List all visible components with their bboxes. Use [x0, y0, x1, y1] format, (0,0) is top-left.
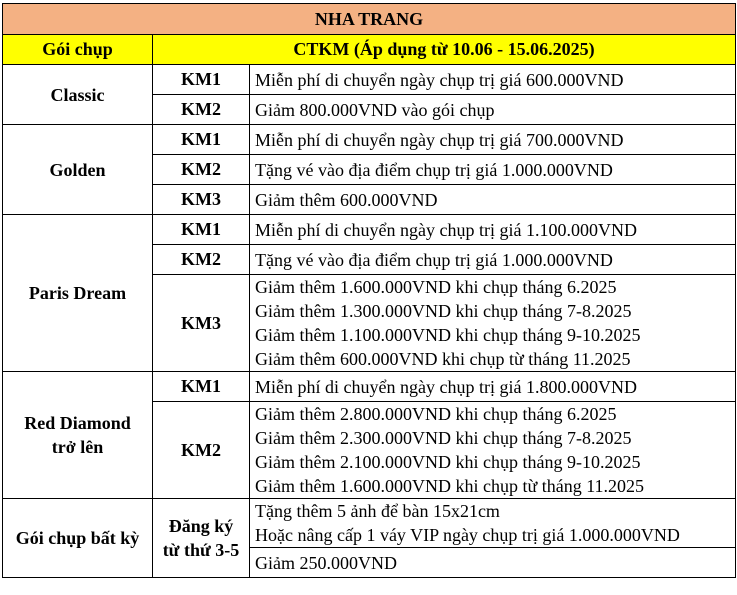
promo-code: KM1 [153, 372, 250, 402]
package-name-red-diamond: Red Diamond trở lên [3, 372, 153, 499]
promotion-table [2, 3, 736, 578]
promo-description: Giảm thêm 600.000VND [250, 185, 736, 215]
package-name-classic: Classic [3, 65, 153, 125]
promo-description: Giảm thêm 2.800.000VND khi chụp tháng 6.2025 Giảm thêm 2.300.000VND khi chụp tháng 7-8.2025 Giảm thêm 2.100.000VND khi chụp tháng 9-10.2025 Giảm thêm 1.600.000VND khi chụp từ tháng 11.2025 [250, 402, 736, 499]
package-name-golden: Golden [3, 125, 153, 215]
promo-condition: Đăng ký từ thứ 3-5 [153, 499, 250, 578]
promo-code: KM3 [153, 185, 250, 215]
promo-description: Miễn phí di chuyển ngày chụp trị giá 1.100.000VND [250, 215, 736, 245]
promo-description: Giảm 800.000VND vào gói chụp [250, 95, 736, 125]
promo-code: KM2 [153, 245, 250, 275]
promo-description: Tặng vé vào địa điểm chụp trị giá 1.000.000VND [250, 155, 736, 185]
promo-description: Miễn phí di chuyển ngày chụp trị giá 700.000VND [250, 125, 736, 155]
promo-description: Miễn phí di chuyển ngày chụp trị giá 600.000VND [250, 65, 736, 95]
promo-code: KM2 [153, 95, 250, 125]
promo-code: KM2 [153, 402, 250, 499]
promo-code: KM2 [153, 155, 250, 185]
promo-code: KM3 [153, 275, 250, 372]
header-promo: CTKM (Áp dụng từ 10.06 - 15.06.2025) [153, 35, 736, 65]
promo-code: KM1 [153, 215, 250, 245]
promo-description: Giảm thêm 1.600.000VND khi chụp tháng 6.2025 Giảm thêm 1.300.000VND khi chụp tháng 7-8.2025 Giảm thêm 1.100.000VND khi chụp tháng 9-10.2025 Giảm thêm 600.000VND khi chụp từ tháng 11.2025 [250, 275, 736, 372]
package-name-any: Gói chụp bất kỳ [3, 499, 153, 578]
promo-code: KM1 [153, 65, 250, 95]
header-package: Gói chụp [3, 35, 153, 65]
table-title: NHA TRANG [3, 4, 736, 35]
promo-code: KM1 [153, 125, 250, 155]
promo-description: Miễn phí di chuyển ngày chụp trị giá 1.800.000VND [250, 372, 736, 402]
promo-description: Tặng vé vào địa điểm chụp trị giá 1.000.000VND [250, 245, 736, 275]
package-name-paris-dream: Paris Dream [3, 215, 153, 372]
promo-description: Tặng thêm 5 ảnh để bàn 15x21cm Hoặc nâng cấp 1 váy VIP ngày chụp trị giá 1.000.000VND [250, 499, 736, 548]
promo-description: Giảm 250.000VND [250, 548, 736, 578]
